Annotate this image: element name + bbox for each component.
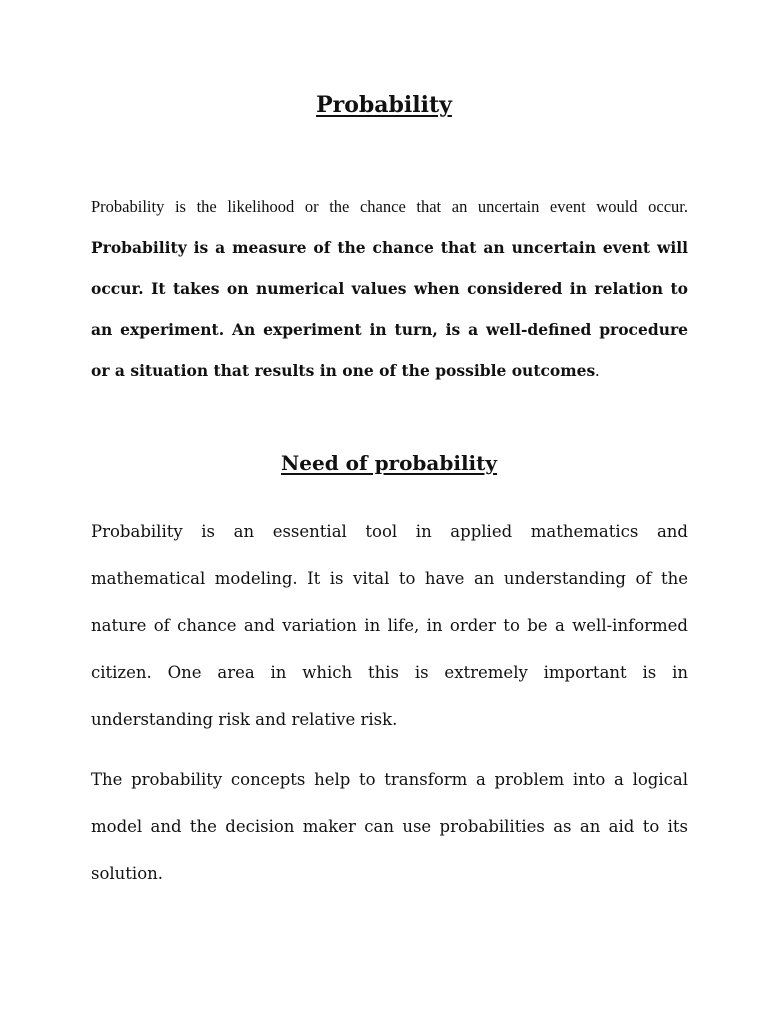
intro-paragraph xyxy=(91,186,688,391)
intro-lead-text: Probability is the likelihood or the chance that an uncertain event would occur. xyxy=(91,197,688,216)
section-heading: Need of probability xyxy=(280,451,498,475)
body-paragraph-2: The probability concepts help to transform a problem into a logical model and the decision maker can use probabilities as an aid to its solution. xyxy=(91,770,688,883)
intro-end-text: . xyxy=(595,361,600,380)
body-paragraph-1: Probability is an essential tool in applied mathematics and mathematical modeling. It is vital to have an understanding of the nature of chance and variation in life, in order to be a well-informed citizen. One area in which this is extremely important is in understanding risk and relative risk. xyxy=(91,522,688,729)
intro-bold-text: Probability is a measure of the chance that an uncertain event will occur. It takes on numerical values when considered in relation to an experiment. An experiment in turn, is a well-defined procedure or a situation that results in one of the possible outcomes xyxy=(91,238,688,380)
document-title: Probability xyxy=(316,92,452,118)
